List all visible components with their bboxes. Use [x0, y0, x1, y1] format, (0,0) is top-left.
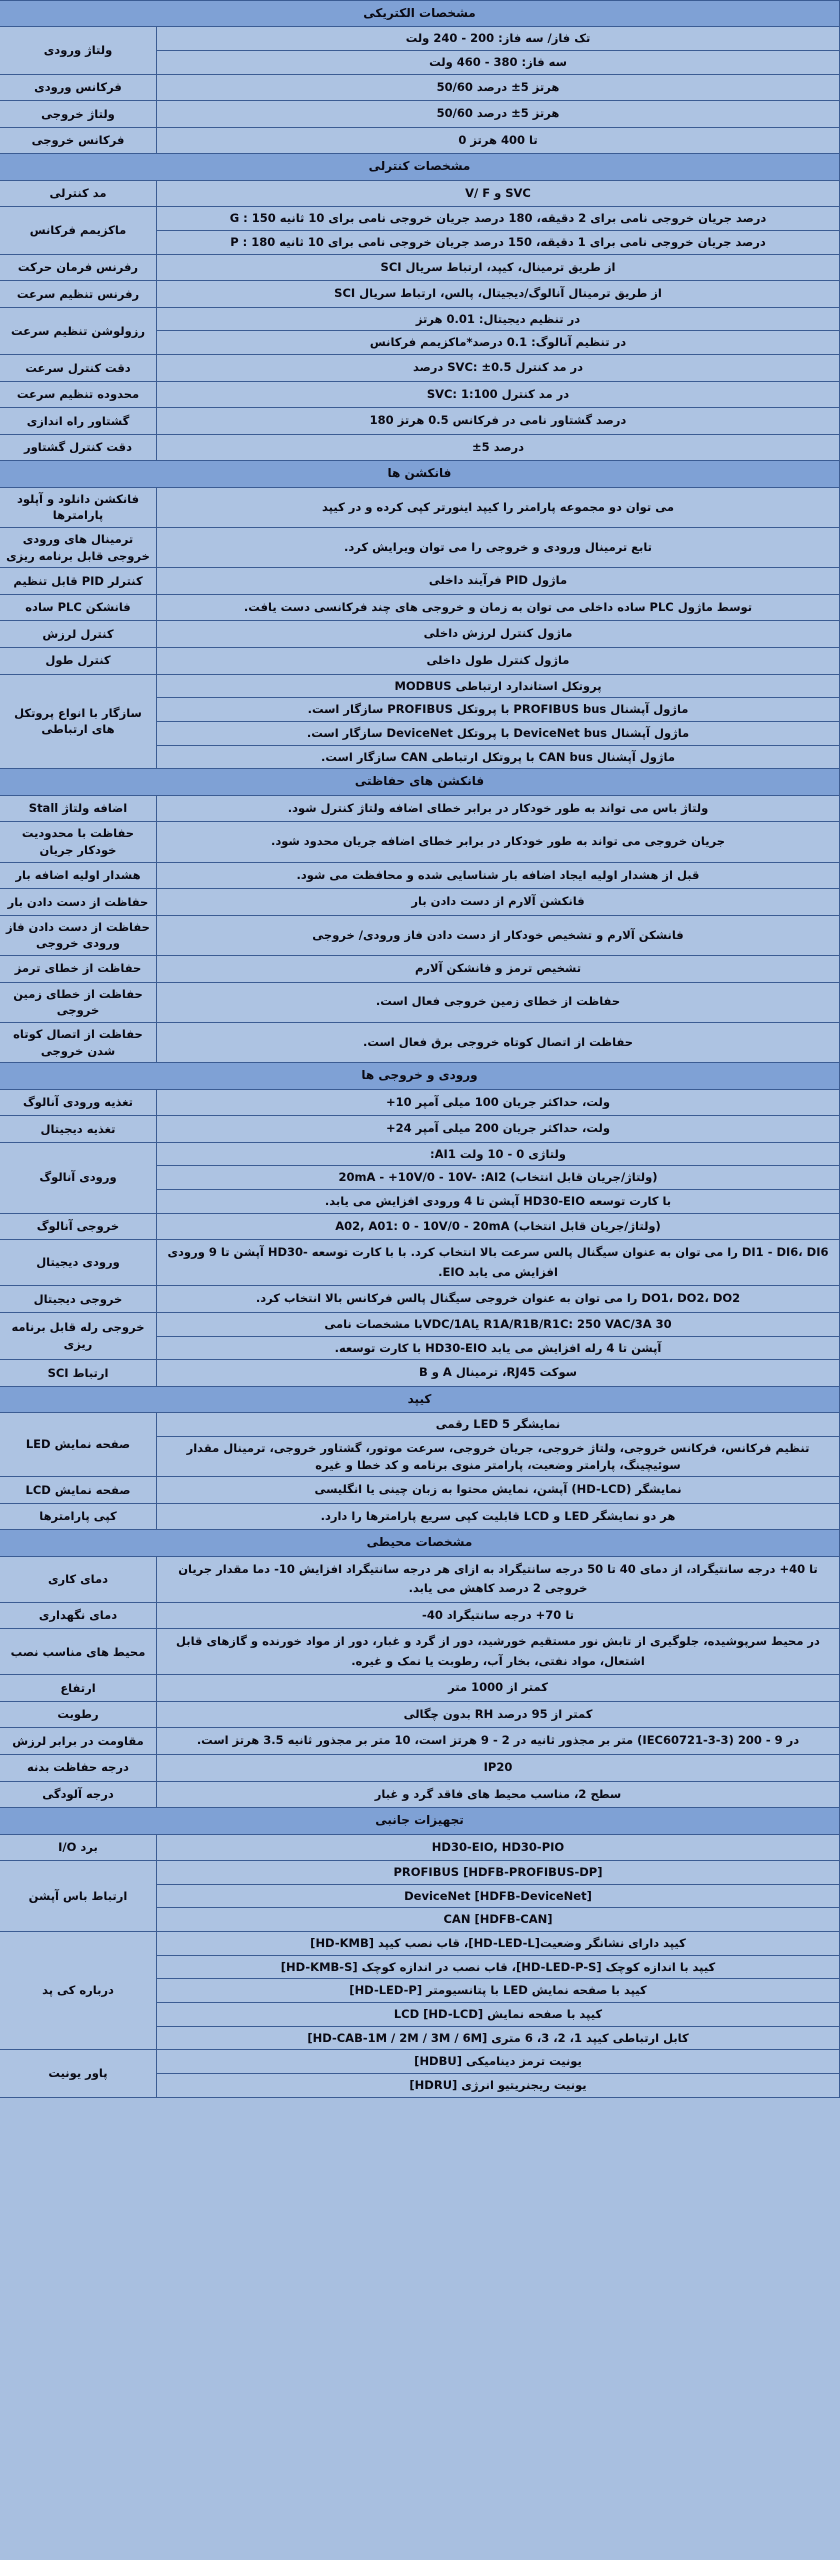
spec-row	[0, 1932, 840, 1956]
spec-label: فانکشن دانلود و آپلود پارامترها	[0, 487, 157, 527]
spec-value: تا 70+ درجه سانتیگراد 40-	[157, 1602, 840, 1629]
spec-row	[0, 1142, 840, 1166]
spec-row	[0, 1675, 840, 1702]
spec-value: SVC و V/ F	[157, 180, 840, 207]
spec-label: ماکزیمم فرکانس	[0, 207, 157, 254]
spec-value: درصد 5±	[157, 434, 840, 461]
spec-row	[0, 1728, 840, 1755]
spec-label: کنترل طول	[0, 648, 157, 675]
spec-row	[0, 180, 840, 207]
spec-row	[0, 307, 840, 331]
spec-value: (ولتاژ/جریان قابل انتخاب) A02, A01: 0 - 10V/0 - 20mA	[157, 1213, 840, 1240]
spec-value: در تنظیم دیجیتال: 0.01 هرتز	[157, 307, 840, 331]
spec-label: تغذیه دیجیتال	[0, 1116, 157, 1143]
spec-value: در مد کنترل SVC: 1:100	[157, 381, 840, 408]
spec-row	[0, 1755, 840, 1782]
spec-label: ورودی آنالوگ	[0, 1142, 157, 1213]
spec-label: مقاومت در برابر لرزش	[0, 1728, 157, 1755]
spec-row	[0, 281, 840, 308]
spec-label: رفرنس تنظیم سرعت	[0, 281, 157, 308]
spec-row	[0, 434, 840, 461]
spec-label: فرکانس ورودی	[0, 74, 157, 101]
spec-row	[0, 127, 840, 154]
spec-row	[0, 594, 840, 621]
spec-row	[0, 1116, 840, 1143]
spec-value: جریان خروجی می تواند به طور خودکار در برابر خطای اضافه جریان محدود شود.	[157, 822, 840, 862]
spec-label: حفاظت با محدودیت خودکار جریان	[0, 822, 157, 862]
spec-value: سه فاز: 380 - 460 ولت	[157, 51, 840, 75]
spec-label: ارتفاع	[0, 1675, 157, 1702]
spec-value: تنظیم فرکانس، فرکانس خروجی، ولتاژ خروجی، جریان خروجی، سرعت موتور، گشتاور خروجی، ترمینال مقدار سوئیچینگ، پارامتر وضعیت، پارامتر منوی برنامه و کد خطا و غیره	[157, 1436, 840, 1476]
spec-label: رفرنس فرمان حرکت	[0, 254, 157, 281]
spec-label: حفاظت از خطای ترمز	[0, 955, 157, 982]
spec-label: ارتباط باس آپشن	[0, 1861, 157, 1932]
spec-value: درصد جریان خروجی نامی برای 1 دقیقه، 150 درصد جریان خروجی نامی برای 10 ثانیه P : 180	[157, 230, 840, 254]
spec-value: قبل از هشدار اولیه ایجاد اضافه بار شناسایی شده و محافظت می شود.	[157, 862, 840, 889]
spec-row	[0, 1213, 840, 1240]
spec-label: دمای نگهداری	[0, 1602, 157, 1629]
spec-row	[0, 1861, 840, 1885]
spec-label: درجه آلودگی	[0, 1781, 157, 1808]
section-heading-row	[0, 154, 840, 180]
spec-value: تا 400 هرتز 0	[157, 127, 840, 154]
spec-value: کیپد با اندازه کوچک [HD-LED-P-S]، قاب نصب در اندازه کوچک [HD-KMB-S]	[157, 1955, 840, 1979]
spec-value: کیپد با صفحه نمایش LCD [HD-LCD]	[157, 2003, 840, 2027]
spec-value: با کارت توسعه HD30-EIO آپشن تا 4 ورودی افزایش می یابد.	[157, 1190, 840, 1214]
spec-value: حفاظت از اتصال کوتاه خروجی برق فعال است.	[157, 1022, 840, 1062]
spec-row	[0, 982, 840, 1022]
section-heading-row	[0, 461, 840, 487]
spec-value: DO1، DO2، DO2 را می توان به عنوان خروجی سیگنال پالس فرکانس بالا انتخاب کرد.	[157, 1286, 840, 1313]
spec-row	[0, 674, 840, 698]
spec-label: درباره کی پد	[0, 1932, 157, 2050]
section-heading: فانکشن ها	[0, 461, 840, 487]
spec-value: تابع ترمینال ورودی و خروجی را می توان ویرایش کرد.	[157, 528, 840, 568]
spec-row	[0, 1022, 840, 1062]
spec-value: ماژول کنترل طول داخلی	[157, 648, 840, 675]
spec-value: فانشکن آلارم و تشخیص خودکار از دست دادن فاز ورودی/ خروجی	[157, 915, 840, 955]
spec-row	[0, 1286, 840, 1313]
spec-value: در محیط سرپوشیده، جلوگیری از تابش نور مستقیم خورشید، دور از گرد و غبار، دور از مواد خورنده و گازهای قابل اشتعال، مواد نفتی، بخار آب، رطوبت یا نمک و غیره.	[157, 1629, 840, 1675]
section-heading: مشخصات کنترلی	[0, 154, 840, 180]
spec-value: ولت، حداکثر جریان 100 میلی آمپر 10+	[157, 1089, 840, 1116]
spec-label: اضافه ولتاژ Stall	[0, 795, 157, 822]
spec-row	[0, 254, 840, 281]
spec-value: درصد گشتاور نامی در فرکانس 0.5 هرتز 180	[157, 408, 840, 435]
spec-value: تا 40+ درجه سانتیگراد، از دمای 40 تا 50 درجه سانتیگراد به ازای هر درجه سانتیگراد افزایش 10- دما مقدار جریان خروجی 2 درصد کاهش می یابد.	[157, 1556, 840, 1602]
spec-value: تک فاز/ سه فاز: 200 - 240 ولت	[157, 27, 840, 51]
spec-value: هرتز 5± درصد 50/60	[157, 101, 840, 128]
spec-label: گشتاور راه اندازی	[0, 408, 157, 435]
spec-row	[0, 381, 840, 408]
spec-value: CAN [HDFB-CAN]	[157, 1908, 840, 1932]
spec-row	[0, 915, 840, 955]
spec-value: IP20	[157, 1755, 840, 1782]
spec-value: از طریق ترمینال، کیپد، ارتباط سریال SCI	[157, 254, 840, 281]
section-heading-row	[0, 1063, 840, 1089]
spec-row	[0, 1477, 840, 1504]
spec-row	[0, 1240, 840, 1286]
section-heading-row	[0, 769, 840, 795]
spec-label: سازگار با انواع پروتکل های ارتباطی	[0, 674, 157, 769]
spec-value: در تنظیم آنالوگ: 0.1 درصد*ماکزیمم فرکانس	[157, 331, 840, 355]
spec-value: می توان دو مجموعه پارامتر را کیپد اینورتر کپی کرده و در کیپد	[157, 487, 840, 527]
spec-label: ولتاژ ورودی	[0, 27, 157, 74]
spec-value: کمتر از 1000 متر	[157, 1675, 840, 1702]
spec-row	[0, 862, 840, 889]
spec-label: محیط های مناسب نصب	[0, 1629, 157, 1675]
spec-value: ماژول آپشنال CAN bus با پروتکل ارتباطی CAN سازگار است.	[157, 745, 840, 769]
spec-row	[0, 207, 840, 231]
spec-value: یونیت ریجنریتیو انرژی [HDRU]	[157, 2074, 840, 2098]
spec-value: درصد جریان خروجی نامی برای 2 دقیقه، 180 درصد جریان خروجی نامی برای 10 ثانیه G : 150	[157, 207, 840, 231]
spec-value: R1A/R1B/R1C: 250 VAC/3A 30 یاVDC/1Aبا مشخصات نامی	[157, 1312, 840, 1336]
spec-label: حفاظت از اتصال کوتاه شدن خروجی	[0, 1022, 157, 1062]
spec-value: حفاظت از خطای زمین خروجی فعال است.	[157, 982, 840, 1022]
spec-label: کنترل لرزش	[0, 621, 157, 648]
spec-value: یونیت ترمز دینامیکی [HDBU]	[157, 2050, 840, 2074]
spec-value: کمتر از 95 درصد RH بدون چگالی	[157, 1701, 840, 1728]
spec-row	[0, 27, 840, 51]
spec-value: ماژول PID فرآیند داخلی	[157, 568, 840, 595]
spec-label: خروجی رله قابل برنامه ریزی	[0, 1312, 157, 1359]
spec-row	[0, 1834, 840, 1861]
spec-row	[0, 621, 840, 648]
spec-row	[0, 1781, 840, 1808]
spec-row	[0, 1413, 840, 1437]
spec-row	[0, 1556, 840, 1602]
spec-value: کیپد دارای نشانگر وضعیت[HD-LED-L]، قاب نصب کیپد [HD-KMB]	[157, 1932, 840, 1956]
spec-row	[0, 355, 840, 382]
spec-label: تغذیه ورودی آنالوگ	[0, 1089, 157, 1116]
spec-row	[0, 74, 840, 101]
spec-label: حفاظت از دست دادن بار	[0, 889, 157, 916]
spec-label: ولتاژ خروجی	[0, 101, 157, 128]
spec-label: صفحه نمایش LED	[0, 1413, 157, 1477]
spec-label: ورودی دیجیتال	[0, 1240, 157, 1286]
spec-row	[0, 889, 840, 916]
spec-value: ماژول آپشنال DeviceNet bus با پروتکل DeviceNet سازگار است.	[157, 721, 840, 745]
spec-value: سوکت RJ45، ترمینال A و B	[157, 1360, 840, 1387]
spec-label: برد I/O	[0, 1834, 157, 1861]
section-heading: تجهیزات جانبی	[0, 1808, 840, 1834]
spec-value: در 9 - 200 (IEC60721-3-3) متر بر مجذور ثانیه در 2 - 9 هرتز است، 10 متر بر مجذور ثانیه 3.5 هرتز است.	[157, 1728, 840, 1755]
spec-value: نمایشگر LED 5 رقمی	[157, 1413, 840, 1437]
spec-label: کنترلر PID قابل تنظیم	[0, 568, 157, 595]
spec-label: فرکانس خروجی	[0, 127, 157, 154]
spec-value: توسط ماژول PLC ساده داخلی می توان به زمان و خروجی های چند فرکانسی دست یافت.	[157, 594, 840, 621]
spec-value: ولتاژی 0 - 10 ولت AI1:	[157, 1142, 840, 1166]
spec-row	[0, 1701, 840, 1728]
spec-label: هشدار اولیه اضافه بار	[0, 862, 157, 889]
spec-value: HD30-EIO, HD30-PIO	[157, 1834, 840, 1861]
spec-row	[0, 101, 840, 128]
spec-row	[0, 408, 840, 435]
section-heading: ورودی و خروجی ها	[0, 1063, 840, 1089]
spec-value: فانکشن آلارم از دست دادن بار	[157, 889, 840, 916]
section-heading: کیپد	[0, 1386, 840, 1412]
spec-value: نمایشگر (HD-LCD) آپشن، نمایش محتوا به زبان چینی یا انگلیسی	[157, 1477, 840, 1504]
spec-value: DeviceNet [HDFB-DeviceNet]	[157, 1884, 840, 1908]
spec-value: ماژول آپشنال PROFIBUS bus با پروتکل PROFIBUS سازگار است.	[157, 698, 840, 722]
section-heading: مشخصات الکتریکی	[0, 1, 840, 27]
spec-label: صفحه نمایش LCD	[0, 1477, 157, 1504]
section-heading: فانکشن های حفاظتی	[0, 769, 840, 795]
spec-value: DI1 - DI6، DI6 را می توان به عنوان سیگنال پالس سرعت بالا انتخاب کرد. با با کارت توسعه -HD30 آپشن تا 9 ورودی افزایش می یابد EIO.	[157, 1240, 840, 1286]
section-heading-row	[0, 1808, 840, 1834]
section-heading: مشخصات محیطی	[0, 1530, 840, 1556]
spec-label: پاور یونیت	[0, 2050, 157, 2097]
spec-label: خروجی دیجیتال	[0, 1286, 157, 1313]
spec-row	[0, 955, 840, 982]
spec-row	[0, 568, 840, 595]
spec-value: تشخیص ترمز و فانشکن آلارم	[157, 955, 840, 982]
spec-value: (ولتاژ/جریان قابل انتخاب) 20mA - +10V/0 - 10V- :AI2	[157, 1166, 840, 1190]
spec-row	[0, 795, 840, 822]
spec-label: ترمینال های ورودی خروجی قابل برنامه ریزی	[0, 528, 157, 568]
section-heading-row	[0, 1, 840, 27]
spec-label: حفاظت از دست دادن فاز ورودی خروجی	[0, 915, 157, 955]
spec-value: هرتز 5± درصد 50/60	[157, 74, 840, 101]
spec-value: سطح 2، مناسب محیط های فاقد گرد و غبار	[157, 1781, 840, 1808]
spec-row	[0, 1089, 840, 1116]
spec-label: محدوده تنظیم سرعت	[0, 381, 157, 408]
spec-row	[0, 822, 840, 862]
specification-table-body	[0, 1, 840, 2098]
spec-label: حفاظت از خطای زمین خروجی	[0, 982, 157, 1022]
spec-label: دقت کنترل گشتاور	[0, 434, 157, 461]
spec-label: کپی پارامترها	[0, 1503, 157, 1530]
spec-row	[0, 1602, 840, 1629]
spec-row	[0, 487, 840, 527]
spec-row	[0, 2050, 840, 2074]
spec-value: PROFIBUS [HDFB-PROFIBUS-DP]	[157, 1861, 840, 1885]
section-heading-row	[0, 1530, 840, 1556]
spec-label: فانشکن PLC ساده	[0, 594, 157, 621]
spec-row	[0, 1312, 840, 1336]
spec-value: از طریق ترمینال آنالوگ/دیجیتال، پالس، ارتباط سریال SCI	[157, 281, 840, 308]
spec-label: درجه حفاظت بدنه	[0, 1755, 157, 1782]
spec-value: ماژول کنترل لرزش داخلی	[157, 621, 840, 648]
spec-label: رطوبت	[0, 1701, 157, 1728]
spec-value: پروتکل استاندارد ارتباطی MODBUS	[157, 674, 840, 698]
spec-label: مد کنترلی	[0, 180, 157, 207]
spec-value: در مد کنترل SVC: ±0.5 درصد	[157, 355, 840, 382]
section-heading-row	[0, 1386, 840, 1412]
spec-value: کیپد با صفحه نمایش LED با پتانسیومتر [HD-LED-P]	[157, 1979, 840, 2003]
spec-value: ولت، حداکثر جریان 200 میلی آمپر 24+	[157, 1116, 840, 1143]
spec-row	[0, 1629, 840, 1675]
spec-value: هر دو نمایشگر LED و LCD قابلیت کپی سریع پارامترها را دارد.	[157, 1503, 840, 1530]
spec-label: دمای کاری	[0, 1556, 157, 1602]
spec-label: دقت کنترل سرعت	[0, 355, 157, 382]
spec-row	[0, 1360, 840, 1387]
spec-row	[0, 1503, 840, 1530]
spec-label: ارتباط SCI	[0, 1360, 157, 1387]
spec-value: ولتاژ باس می تواند به طور خودکار در برابر خطای اضافه ولتاژ کنترل شود.	[157, 795, 840, 822]
spec-label: خروجی آنالوگ	[0, 1213, 157, 1240]
spec-label: رزولوشن تنظیم سرعت	[0, 307, 157, 354]
spec-row	[0, 648, 840, 675]
spec-row	[0, 528, 840, 568]
spec-value: کابل ارتباطی کیپد 1، 2، 3، 6 متری [HD-CAB-1M / 2M / 3M / 6M]	[157, 2026, 840, 2050]
spec-value: آپشن تا 4 رله افزایش می یابد HD30-EIO با کارت توسعه.	[157, 1336, 840, 1360]
